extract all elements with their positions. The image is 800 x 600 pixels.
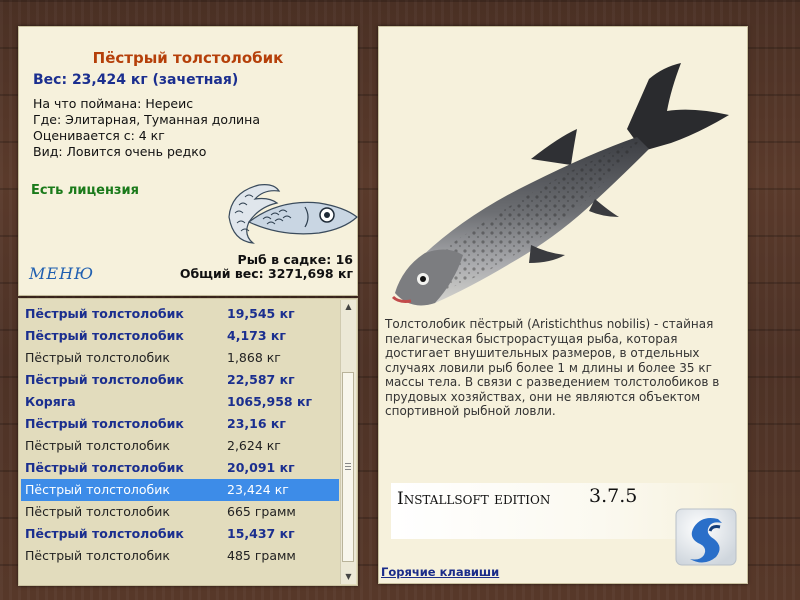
catch-name: Пёстрый толстолобик [25, 482, 170, 497]
catch-name: Пёстрый толстолобик [25, 526, 184, 541]
catch-list[interactable] [18, 298, 358, 586]
catch-weight: 20,091 кг [227, 460, 295, 475]
catch-weight: 23,16 кг [227, 416, 286, 431]
fish-info-panel [18, 26, 358, 296]
list-item[interactable] [21, 303, 339, 325]
fish-weight: Вес: 23,424 кг (зачетная) [33, 72, 239, 88]
catch-weight: 15,437 кг [227, 526, 295, 541]
list-item[interactable] [21, 413, 339, 435]
installsoft-logo-icon [674, 507, 738, 567]
catch-weight: 19,545 кг [227, 306, 295, 321]
catch-weight: 665 грамм [227, 504, 296, 519]
list-item[interactable] [21, 391, 339, 413]
list-scrollbar[interactable] [340, 300, 356, 584]
catch-name: Пёстрый толстолобик [25, 328, 184, 343]
list-item[interactable] [21, 369, 339, 391]
catch-name: Пёстрый толстолобик [25, 460, 184, 475]
catch-name: Пёстрый толстолобик [25, 548, 170, 563]
list-item[interactable] [21, 435, 339, 457]
total-weight: Общий вес: 3271,698 кг [179, 266, 353, 281]
catch-weight: 485 грамм [227, 548, 296, 563]
fish-photo [381, 41, 741, 311]
list-item[interactable] [21, 347, 339, 369]
list-item[interactable] [21, 501, 339, 523]
catch-weight: 2,624 кг [227, 438, 281, 453]
catch-weight: 1,868 кг [227, 350, 281, 365]
edition-version: 3.7.5 [589, 485, 638, 507]
catch-name: Пёстрый толстолобик [25, 504, 170, 519]
catch-name: Пёстрый толстолобик [25, 306, 184, 321]
catch-name: Пёстрый толстолобик [25, 438, 170, 453]
fish-description: Толстолобик пёстрый (Aristichthus nobilis) - стайная пелагическая быстрорастущая рыба, которая достигает внушительных размеров, в отдельных случаях ловили рыб более 1 м длины и более 35 кг массы тела. В связи с разведением толстолобиков в прудовых хозяйствах, они не являются объектом спортивной рыбной ловли. [385, 317, 720, 418]
location-info: Где: Элитарная, Туманная долина [33, 112, 261, 127]
list-item[interactable] [21, 457, 339, 479]
license-status: Есть лицензия [31, 183, 139, 198]
rarity-info: Вид: Ловится очень редко [33, 144, 207, 159]
value-info: Оценивается с: 4 кг [33, 128, 165, 143]
fish-emblem-icon [219, 177, 359, 257]
catch-name: Пёстрый толстолобик [25, 416, 184, 431]
hotkeys-link[interactable]: Горячие клавиши [381, 565, 500, 579]
catch-weight: 22,587 кг [227, 372, 295, 387]
list-item[interactable] [21, 523, 339, 545]
catch-name: Коряга [25, 394, 76, 409]
edition-label: Installsoft edition [397, 489, 551, 509]
menu-link[interactable]: МЕНЮ [29, 264, 95, 283]
fish-detail-panel [378, 26, 748, 584]
scroll-up-icon[interactable]: ▲ [345, 302, 352, 311]
catch-name: Пёстрый толстолобик [25, 350, 170, 365]
scrollbar-thumb[interactable] [342, 372, 354, 562]
catch-weight: 4,173 кг [227, 328, 286, 343]
catch-name: Пёстрый толстолобик [25, 372, 184, 387]
list-item[interactable] [21, 545, 339, 567]
catch-weight: 23,424 кг [227, 482, 289, 497]
bait-info: На что поймана: Нереис [33, 96, 194, 111]
list-item-selected[interactable] [21, 479, 339, 501]
catch-weight: 1065,958 кг [227, 394, 312, 409]
list-item[interactable] [21, 325, 339, 347]
fish-title: Пёстрый толстолобик [92, 49, 284, 67]
grip-icon [345, 463, 351, 471]
basket-count: Рыб в садке: 16 [237, 252, 353, 267]
scroll-down-icon[interactable]: ▼ [345, 572, 352, 581]
